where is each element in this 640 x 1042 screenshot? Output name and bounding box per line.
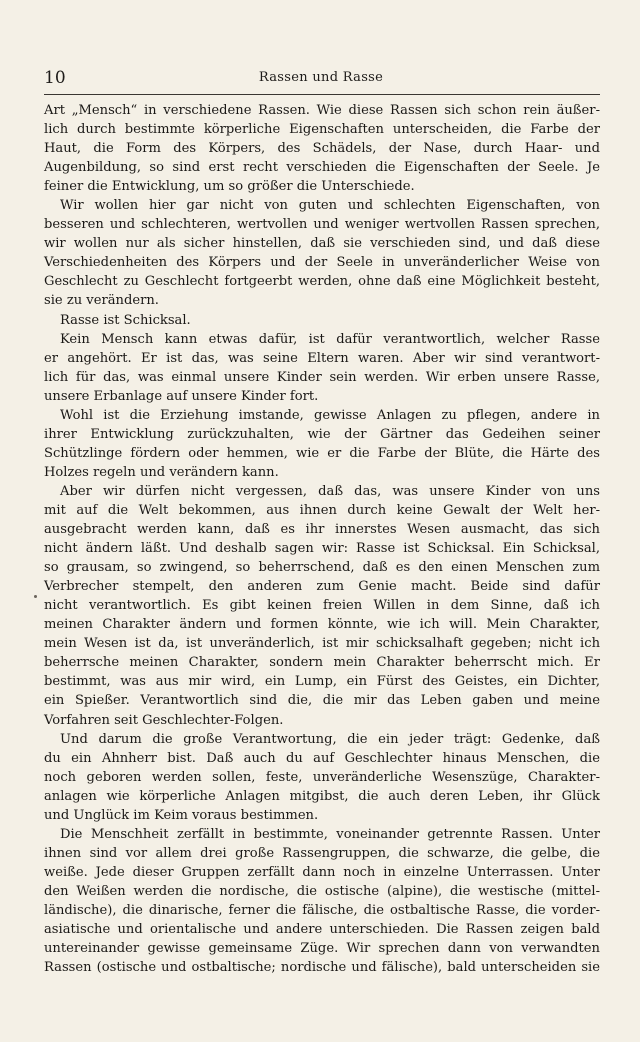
text-line: untereinander gewisse gemeinsame Züge. Wir sprechen dann von verwandten xyxy=(44,941,600,957)
text-line: bestimmt, was aus mir wird, ein Lump, ein Fürst des Geistes, ein Dichter, xyxy=(44,674,600,690)
text-line: Kein Mensch kann etwas dafür, ist dafür verantwortlich, welcher Rasse xyxy=(60,331,600,347)
text-line: beherrsche meinen Charakter, sondern mein Charakter beherrscht mich. Er xyxy=(44,655,600,671)
text-line: ausgebracht werden kann, daß es ihr innerstes Wesen ausmacht, das sich xyxy=(44,522,600,538)
text-line: nicht verantwortlich. Es gibt keinen freien Willen in dem Sinne, daß ich xyxy=(44,598,600,614)
text-line: Art „Mensch“ in verschiedene Rassen. Wie diese Rassen sich schon rein äußer- xyxy=(44,103,600,118)
text-line: Schützlinge fördern oder hemmen, wie er die Farbe der Blüte, die Härte des xyxy=(44,445,600,461)
text-line: lich durch bestimmte körperliche Eigenschaften unterscheiden, die Farbe der xyxy=(44,122,600,138)
text-line: weiße. Jede dieser Gruppen zerfällt dann noch in einzelne Unterrassen. Unter xyxy=(44,864,600,880)
text-line: Rasse ist Schicksal. xyxy=(60,312,191,328)
text-line: Verschiedenheiten des Körpers und der Seele in unveränderlicher Weise von xyxy=(44,255,600,271)
text-line: Verbrecher stempelt, den anderen zum Genie macht. Beide sind dafür xyxy=(44,579,600,595)
text-line: Augenbildung, so sind erst recht verschieden die Eigenschaften der Seele. Je xyxy=(44,160,600,176)
header-rule xyxy=(44,94,600,95)
text-line: nicht ändern läßt. Und deshalb sagen wir: Rasse ist Schicksal. Ein Schicksal, xyxy=(44,541,600,557)
body-text xyxy=(44,101,600,977)
text-line: lich für das, was einmal unsere Kinder sein werden. Wir erben unsere Rasse, xyxy=(44,369,600,385)
text-line: Wohl ist die Erziehung imstande, gewisse Anlagen zu pflegen, andere in xyxy=(60,407,600,423)
text-line: du ein Ahnherr bist. Daß auch du auf Geschlechter hinaus Menschen, die xyxy=(44,750,600,766)
text-line: Vorfahren seit Geschlechter-Folgen. xyxy=(44,712,284,728)
text-line: er angehört. Er ist das, was seine Eltern waren. Aber wir sind verantwort- xyxy=(44,350,600,366)
text-line: den Weißen werden die nordische, die ostische (alpine), die westische (mittel- xyxy=(44,883,600,899)
text-line: noch geboren werden sollen, feste, unveränderliche Wesenszüge, Charakter- xyxy=(44,769,600,785)
text-line: mein Wesen ist da, ist unveränderlich, ist mir schicksalhaft gegeben; nicht ich xyxy=(44,636,600,652)
text-line: Wir wollen hier gar nicht von guten und schlechten Eigenschaften, von xyxy=(60,198,600,214)
margin-mark xyxy=(34,595,37,598)
text-line: meinen Charakter ändern und formen könnte, wie ich will. Mein Charakter, xyxy=(44,617,600,633)
text-line: anlagen wie körperliche Anlagen mitgibst, die auch deren Leben, ihr Glück xyxy=(44,788,600,804)
running-title: Rassen und Rasse xyxy=(258,70,384,85)
page-number: 10 xyxy=(44,68,66,88)
text-line: und Unglück im Keim voraus bestimmen. xyxy=(44,807,319,823)
text-line: ihnen sind vor allem drei große Rassengruppen, die schwarze, die gelbe, die xyxy=(44,845,600,861)
text-line: ihrer Entwicklung zurückzuhalten, wie der Gärtner das Gedeihen seiner xyxy=(44,426,600,442)
text-line: Und darum die große Verantwortung, die ein jeder trägt: Gedenke, daß xyxy=(60,731,600,747)
text-line: mit auf die Welt bekommen, aus ihnen durch keine Gewalt der Welt her- xyxy=(44,502,600,518)
text-line: besseren und schlechteren, wertvollen und weniger wertvollen Rassen sprechen, xyxy=(44,217,600,233)
text-line: feiner die Entwicklung, um so größer die Unterschiede. xyxy=(44,179,415,195)
text-line: asiatische und orientalische und andere unterschieden. Die Rassen zeigen bald xyxy=(44,922,600,938)
text-line: so grausam, so zwingend, so beherrschend, daß es den einen Menschen zum xyxy=(44,560,600,576)
text-line: ein Spießer. Verantwortlich sind die, die mir das Leben gaben und meine xyxy=(44,693,600,709)
text-line: Rassen (ostische und ostbaltische; nordische und fälische), bald unterscheiden sie xyxy=(44,960,600,976)
text-line: sie zu verändern. xyxy=(44,293,159,309)
text-line: ländische), die dinarische, ferner die fälische, die ostbaltische Rasse, die vorder- xyxy=(44,902,600,918)
text-line: wir wollen nur als sicher hinstellen, daß sie verschieden sind, und daß diese xyxy=(44,236,600,252)
text-line: Haut, die Form des Körpers, des Schädels, der Nase, durch Haar- und xyxy=(44,141,600,157)
running-head xyxy=(44,68,598,92)
text-line: Die Menschheit zerfällt in bestimmte, voneinander getrennte Rassen. Unter xyxy=(60,826,600,842)
text-line: unsere Erbanlage auf unsere Kinder fort. xyxy=(44,388,319,404)
text-line: Geschlecht zu Geschlecht fortgeerbt werden, ohne daß eine Möglichkeit besteht, xyxy=(44,274,600,290)
text-line: Aber wir dürfen nicht vergessen, daß das, was unsere Kinder von uns xyxy=(60,483,600,499)
text-line: Holzes regeln und verändern kann. xyxy=(44,464,279,480)
